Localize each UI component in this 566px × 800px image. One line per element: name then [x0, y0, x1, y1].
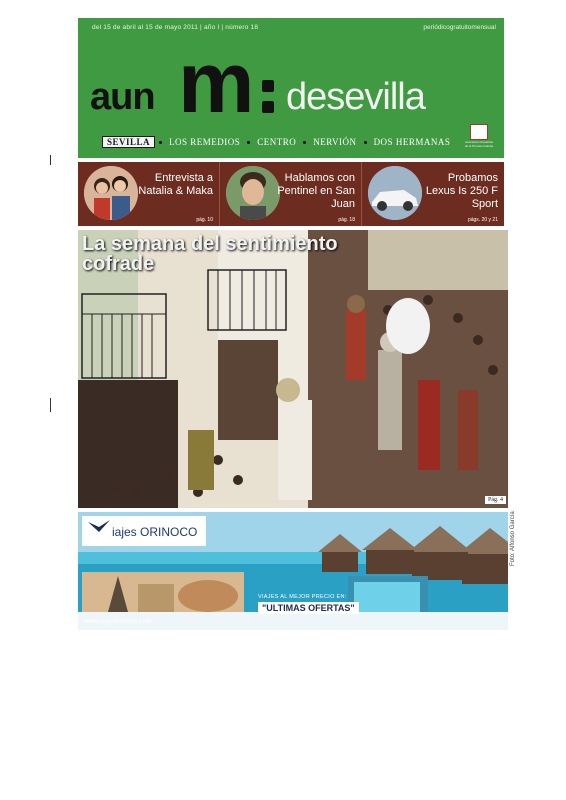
ad-brand-name: iajes ORINOCO	[112, 525, 198, 539]
section-nav	[102, 136, 453, 148]
logo-part-aun: aun	[90, 76, 155, 118]
logo-colon	[262, 80, 274, 122]
photo-credit	[510, 511, 516, 566]
teaser-page-ref: págs. 20 y 21	[467, 217, 498, 223]
dateline: del 15 de abril al 15 de mayo 2011 | año I | número 18	[92, 24, 259, 31]
bird-logo-icon	[88, 520, 110, 534]
nav-separator	[364, 141, 367, 144]
nav-separator	[159, 141, 162, 144]
nav-item-sevilla[interactable]: SEVILLA	[102, 136, 155, 148]
orinoco-logo	[82, 516, 206, 546]
nav-separator	[247, 141, 250, 144]
teaser-pentinel[interactable]	[220, 162, 362, 226]
masthead	[78, 18, 504, 158]
teaser-page-ref: pág. 10	[196, 217, 213, 223]
teaser-lexus[interactable]	[362, 162, 504, 226]
website-label: periódicogratuitomensual	[423, 24, 496, 31]
logo-part-m: m	[178, 35, 252, 131]
page-reference-tag: Pág. 4	[485, 496, 506, 504]
teaser-strip	[78, 162, 504, 226]
teaser-photo-lexus-car	[368, 166, 422, 220]
ad-offers-label[interactable]: "ULTIMAS OFERTAS"	[258, 602, 359, 614]
headline-line-2: cofrade	[82, 253, 155, 275]
association-text: Asociación Española de la Prensa Gratuita	[464, 140, 494, 148]
main-story-photo[interactable]	[78, 230, 508, 508]
ad-website-link[interactable]: www.viajesorinoco.com	[84, 618, 152, 625]
nav-separator	[303, 141, 306, 144]
travel-advertisement[interactable]	[78, 512, 508, 630]
nav-item-nervion[interactable]: NERVIÓN	[313, 137, 357, 147]
nav-item-dos-hermanas[interactable]: DOS HERMANAS	[373, 137, 451, 147]
headline-line-1: La semana del sentimiento	[82, 233, 338, 255]
teaser-title: Hablamos con Pentinel en San Juan	[277, 172, 355, 210]
photo-credit-text: Foto: Alfonso García	[510, 511, 516, 566]
nav-item-centro[interactable]: CENTRO	[257, 137, 297, 147]
scan-mark	[50, 398, 51, 412]
ad-promo-line: VIAJES AL MEJOR PRECIO EN:	[258, 594, 347, 600]
association-emblem-icon	[470, 124, 488, 140]
teaser-photo-pentinel	[226, 166, 280, 220]
teaser-title: Probamos Lexus Is 250 F Sport	[425, 172, 498, 210]
press-association-logo	[464, 124, 494, 152]
teaser-photo-natalia-maka	[84, 166, 138, 220]
logo-part-desevilla: desevilla	[286, 76, 425, 118]
newspaper-logo	[90, 35, 494, 131]
teaser-page-ref: pág. 18	[338, 217, 355, 223]
main-headline	[82, 234, 338, 274]
nav-item-los-remedios[interactable]: LOS REMEDIOS	[169, 137, 241, 147]
teaser-interview[interactable]	[78, 162, 220, 226]
scan-mark	[50, 155, 51, 165]
teaser-title: Entrevista a Natalia & Maka	[138, 172, 213, 197]
